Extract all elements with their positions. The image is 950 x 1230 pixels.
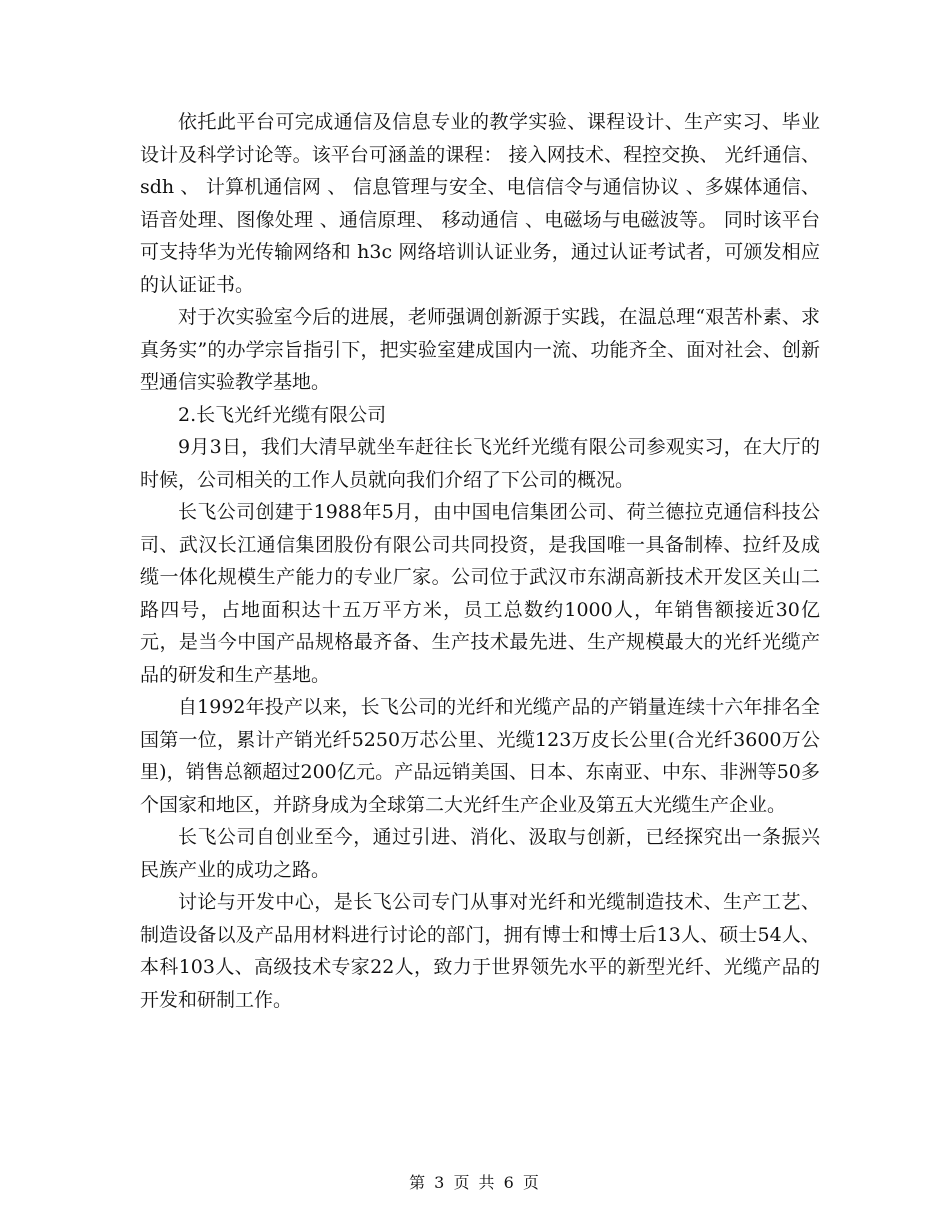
- page-number-footer: 第 3 页 共 6 页: [409, 1173, 541, 1192]
- document-body: [140, 106, 827, 1016]
- body-paragraph: 讨论与开发中心，是长飞公司专门从事对光纤和光缆制造技术、生产工艺、制造设备以及产品用材料进行讨论的部门，拥有博士和博士后13人、硕士54人、本科103人、高级技术专家22人，致力于世界领先水平的新型光纤、光缆产品的开发和研制工作。: [140, 891, 820, 1011]
- body-paragraph: 依托此平台可完成通信及信息专业的教学实验、课程设计、生产实习、毕业设计及科学讨论等。该平台可涵盖的课程： 接入网技术、程控交换、 光纤通信、 sdh 、 计算机通信网 、 信息管理与安全、电信信令与通信协议 、多媒体通信、语音处理、图像处理 、通信原理、 移动通信 、电磁场与电磁波等。 同时该平台可支持华为光传输网络和 h3c 网络培训认证业务，通过认证考试者，可颁发相应的认证证书。: [140, 111, 827, 296]
- body-paragraph: 长飞公司创建于1988年5月，由中国电信集团公司、荷兰德拉克通信科技公司、武汉长江通信集团股份有限公司共同投资，是我国唯一具备制棒、拉纤及成缆一体化规模生产能力的专业厂家。公司位于武汉市东湖高新技术开发区关山二路四号，占地面积达十五万平方米，员工总数约1000人，年销售额接近30亿元，是当今中国产品规格最齐备、生产技术最先进、生产规模最大的光纤光缆产品的研发和生产基地。: [140, 501, 820, 686]
- body-paragraph: 自1992年投产以来，长飞公司的光纤和光缆产品的产销量连续十六年排名全国第一位，累计产销光纤5250万芯公里、光缆123万皮长公里(合光纤3600万公里)，销售总额超过200亿元。产品远销美国、日本、东南亚、中东、非洲等50多个国家和地区，并跻身成为全球第二大光纤生产企业及第五大光缆生产企业。: [140, 696, 820, 816]
- section-heading: 2.长飞光纤光缆有限公司: [178, 403, 387, 426]
- body-paragraph: 9月3日，我们大清早就坐车赶往长飞光纤光缆有限公司参观实习，在大厅的时候，公司相关的工作人员就向我们介绍了下公司的概况。: [140, 436, 820, 491]
- body-paragraph: 对于次实验室今后的进展，老师强调创新源于实践，在温总理“艰苦朴素、求真务实”的办学宗旨指引下，把实验室建成国内一流、功能齐全、面对社会、创新型通信实验教学基地。: [140, 306, 820, 393]
- body-paragraph: 长飞公司自创业至今，通过引进、消化、汲取与创新，已经探究出一条振兴民族产业的成功之路。: [140, 826, 820, 881]
